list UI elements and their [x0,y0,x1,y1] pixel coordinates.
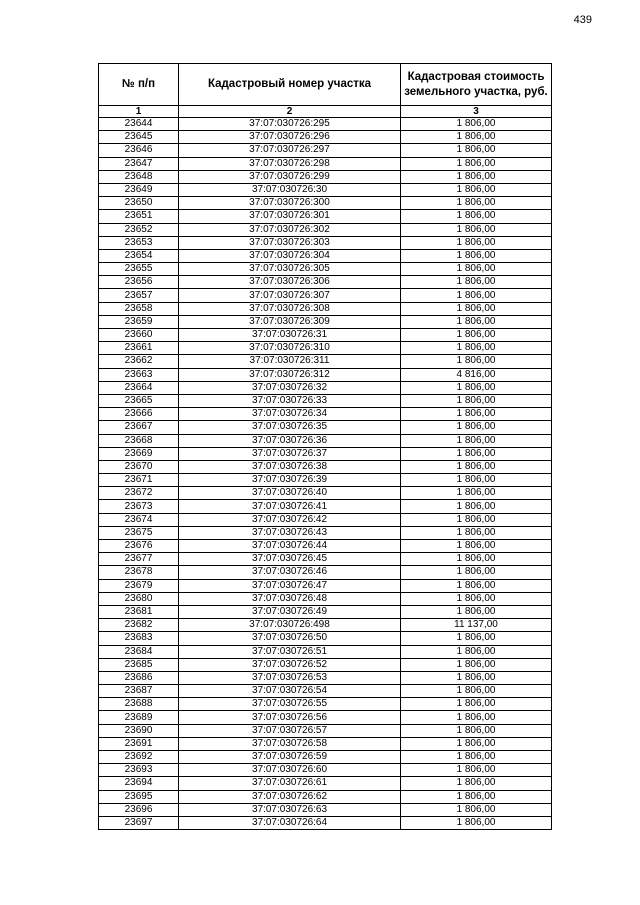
table-row [99,487,552,500]
cadastral-value-cell: 1 806,00 [401,315,552,328]
cadastral-number-cell: 37:07:030726:30 [179,183,401,196]
table-row [99,619,552,632]
row-number-cell: 23686 [99,671,179,684]
table-row [99,737,552,750]
row-number-cell: 23646 [99,144,179,157]
cadastral-value-cell: 1 806,00 [401,249,552,262]
cadastral-number-cell: 37:07:030726:298 [179,157,401,170]
row-number-cell: 23662 [99,355,179,368]
table-row [99,698,552,711]
cadastral-value-cell: 1 806,00 [401,553,552,566]
row-number-cell: 23663 [99,368,179,381]
cadastral-value-cell: 1 806,00 [401,526,552,539]
cadastral-number-cell: 37:07:030726:36 [179,434,401,447]
cadastral-number-cell: 37:07:030726:46 [179,566,401,579]
row-number-cell: 23668 [99,434,179,447]
row-number-cell: 23687 [99,685,179,698]
cadastral-value-cell: 1 806,00 [401,658,552,671]
cadastral-value-cell: 1 806,00 [401,685,552,698]
cadastral-number-cell: 37:07:030726:34 [179,408,401,421]
cadastral-number-cell: 37:07:030726:304 [179,249,401,262]
cadastral-number-cell: 37:07:030726:32 [179,381,401,394]
row-number-cell: 23664 [99,381,179,394]
table-row [99,381,552,394]
row-number-cell: 23692 [99,751,179,764]
table-row [99,131,552,144]
cadastral-value-cell: 1 806,00 [401,236,552,249]
cadastral-number-cell: 37:07:030726:51 [179,645,401,658]
table-row [99,460,552,473]
cadastral-number-cell: 37:07:030726:295 [179,118,401,131]
cadastral-number-cell: 37:07:030726:58 [179,737,401,750]
cadastral-number-cell: 37:07:030726:306 [179,276,401,289]
row-number-cell: 23645 [99,131,179,144]
row-number-cell: 23657 [99,289,179,302]
cadastral-value-cell: 1 806,00 [401,408,552,421]
table-row [99,210,552,223]
cadastral-number-cell: 37:07:030726:57 [179,724,401,737]
cadastral-table [98,63,552,830]
cadastral-number-cell: 37:07:030726:33 [179,394,401,407]
table-row [99,751,552,764]
cadastral-value-cell: 1 806,00 [401,329,552,342]
table-row [99,803,552,816]
row-number-cell: 23667 [99,421,179,434]
cadastral-value-cell: 1 806,00 [401,263,552,276]
cadastral-value-cell: 11 137,00 [401,619,552,632]
cadastral-number-cell: 37:07:030726:296 [179,131,401,144]
header-row [99,64,552,106]
cadastral-value-cell: 1 806,00 [401,566,552,579]
row-number-cell: 23691 [99,737,179,750]
row-number-cell: 23693 [99,764,179,777]
cadastral-number-cell: 37:07:030726:55 [179,698,401,711]
column-number: 2 [179,106,401,118]
cadastral-number-cell: 37:07:030726:59 [179,751,401,764]
cadastral-number-cell: 37:07:030726:498 [179,619,401,632]
row-number-cell: 23694 [99,777,179,790]
cadastral-number-cell: 37:07:030726:50 [179,632,401,645]
cadastral-value-cell: 1 806,00 [401,447,552,460]
cadastral-number-cell: 37:07:030726:61 [179,777,401,790]
cadastral-number-cell: 37:07:030726:41 [179,500,401,513]
row-number-cell: 23671 [99,474,179,487]
row-number-cell: 23655 [99,263,179,276]
cadastral-number-cell: 37:07:030726:301 [179,210,401,223]
table-row [99,329,552,342]
table-row [99,671,552,684]
table-row [99,500,552,513]
row-number-cell: 23669 [99,447,179,460]
table-row [99,223,552,236]
cadastral-value-cell: 1 806,00 [401,790,552,803]
table-row [99,144,552,157]
cadastral-number-cell: 37:07:030726:43 [179,526,401,539]
cadastral-number-cell: 37:07:030726:49 [179,605,401,618]
row-number-cell: 23666 [99,408,179,421]
cadastral-value-cell: 1 806,00 [401,671,552,684]
cadastral-number-cell: 37:07:030726:53 [179,671,401,684]
table-row [99,170,552,183]
column-number: 1 [99,106,179,118]
cadastral-value-cell: 1 806,00 [401,170,552,183]
table-row [99,724,552,737]
row-number-cell: 23676 [99,540,179,553]
cadastral-value-cell: 1 806,00 [401,632,552,645]
table-row [99,408,552,421]
table-row [99,421,552,434]
column-number-row [99,106,552,118]
header-cadastral-number: Кадастровый номер участка [179,64,401,106]
row-number-cell: 23651 [99,210,179,223]
table-row [99,526,552,539]
cadastral-value-cell: 1 806,00 [401,777,552,790]
cadastral-number-cell: 37:07:030726:308 [179,302,401,315]
cadastral-number-cell: 37:07:030726:37 [179,447,401,460]
header-cadastral-value: Кадастровая стоимость земельного участка, руб. [401,64,552,106]
row-number-cell: 23688 [99,698,179,711]
cadastral-number-cell: 37:07:030726:63 [179,803,401,816]
table-row [99,157,552,170]
cadastral-number-cell: 37:07:030726:309 [179,315,401,328]
cadastral-value-cell: 1 806,00 [401,131,552,144]
table-row [99,474,552,487]
cadastral-number-cell: 37:07:030726:39 [179,474,401,487]
cadastral-number-cell: 37:07:030726:44 [179,540,401,553]
cadastral-value-cell: 1 806,00 [401,118,552,131]
table-row [99,263,552,276]
cadastral-number-cell: 37:07:030726:42 [179,513,401,526]
row-number-cell: 23647 [99,157,179,170]
cadastral-value-cell: 1 806,00 [401,144,552,157]
cadastral-value-cell: 1 806,00 [401,487,552,500]
cadastral-number-cell: 37:07:030726:312 [179,368,401,381]
cadastral-number-cell: 37:07:030726:62 [179,790,401,803]
cadastral-value-cell: 1 806,00 [401,803,552,816]
cadastral-value-cell: 1 806,00 [401,197,552,210]
cadastral-value-cell: 1 806,00 [401,698,552,711]
cadastral-value-cell: 1 806,00 [401,342,552,355]
row-number-cell: 23650 [99,197,179,210]
table-row [99,513,552,526]
cadastral-value-cell: 1 806,00 [401,223,552,236]
cadastral-number-cell: 37:07:030726:302 [179,223,401,236]
table-row [99,579,552,592]
cadastral-value-cell: 1 806,00 [401,751,552,764]
cadastral-value-cell: 1 806,00 [401,816,552,829]
cadastral-value-cell: 1 806,00 [401,302,552,315]
cadastral-value-cell: 1 806,00 [401,421,552,434]
row-number-cell: 23690 [99,724,179,737]
table-row [99,764,552,777]
table-row [99,645,552,658]
table-row [99,342,552,355]
cadastral-value-cell: 1 806,00 [401,579,552,592]
table-row [99,236,552,249]
cadastral-value-cell: 1 806,00 [401,355,552,368]
row-number-cell: 23679 [99,579,179,592]
row-number-cell: 23659 [99,315,179,328]
row-number-cell: 23654 [99,249,179,262]
table-row [99,777,552,790]
page-number: 439 [573,14,592,26]
table-row [99,183,552,196]
table-row [99,368,552,381]
cadastral-number-cell: 37:07:030726:48 [179,592,401,605]
row-number-cell: 23670 [99,460,179,473]
row-number-cell: 23656 [99,276,179,289]
table-row [99,685,552,698]
cadastral-value-cell: 1 806,00 [401,289,552,302]
row-number-cell: 23648 [99,170,179,183]
table-row [99,540,552,553]
cadastral-value-cell: 1 806,00 [401,500,552,513]
row-number-cell: 23697 [99,816,179,829]
cadastral-number-cell: 37:07:030726:297 [179,144,401,157]
cadastral-value-cell: 1 806,00 [401,276,552,289]
table-row [99,447,552,460]
cadastral-value-cell: 1 806,00 [401,592,552,605]
cadastral-number-cell: 37:07:030726:307 [179,289,401,302]
row-number-cell: 23649 [99,183,179,196]
row-number-cell: 23683 [99,632,179,645]
cadastral-number-cell: 37:07:030726:47 [179,579,401,592]
cadastral-value-cell: 1 806,00 [401,711,552,724]
row-number-cell: 23677 [99,553,179,566]
cadastral-value-cell: 1 806,00 [401,724,552,737]
cadastral-value-cell: 1 806,00 [401,210,552,223]
cadastral-value-cell: 1 806,00 [401,434,552,447]
cadastral-number-cell: 37:07:030726:40 [179,487,401,500]
table-row [99,289,552,302]
cadastral-number-cell: 37:07:030726:60 [179,764,401,777]
table-row [99,553,552,566]
row-number-cell: 23678 [99,566,179,579]
cadastral-value-cell: 1 806,00 [401,737,552,750]
table-row [99,394,552,407]
cadastral-number-cell: 37:07:030726:54 [179,685,401,698]
row-number-cell: 23675 [99,526,179,539]
table-row [99,816,552,829]
table-row [99,315,552,328]
row-number-cell: 23665 [99,394,179,407]
cadastral-value-cell: 1 806,00 [401,513,552,526]
row-number-cell: 23653 [99,236,179,249]
row-number-cell: 23661 [99,342,179,355]
table-row [99,632,552,645]
cadastral-number-cell: 37:07:030726:303 [179,236,401,249]
cadastral-value-cell: 1 806,00 [401,605,552,618]
cadastral-number-cell: 37:07:030726:38 [179,460,401,473]
row-number-cell: 23652 [99,223,179,236]
cadastral-number-cell: 37:07:030726:31 [179,329,401,342]
row-number-cell: 23673 [99,500,179,513]
cadastral-number-cell: 37:07:030726:45 [179,553,401,566]
table-row [99,790,552,803]
row-number-cell: 23681 [99,605,179,618]
table-row [99,197,552,210]
cadastral-value-cell: 1 806,00 [401,474,552,487]
row-number-cell: 23695 [99,790,179,803]
row-number-cell: 23658 [99,302,179,315]
cadastral-value-cell: 1 806,00 [401,381,552,394]
cadastral-number-cell: 37:07:030726:64 [179,816,401,829]
cadastral-value-cell: 1 806,00 [401,540,552,553]
table-row [99,118,552,131]
row-number-cell: 23682 [99,619,179,632]
table-row [99,302,552,315]
row-number-cell: 23685 [99,658,179,671]
row-number-cell: 23644 [99,118,179,131]
cadastral-number-cell: 37:07:030726:299 [179,170,401,183]
table-row [99,711,552,724]
cadastral-number-cell: 37:07:030726:52 [179,658,401,671]
header-number: № п/п [99,64,179,106]
cadastral-value-cell: 1 806,00 [401,460,552,473]
cadastral-number-cell: 37:07:030726:300 [179,197,401,210]
cadastral-number-cell: 37:07:030726:311 [179,355,401,368]
row-number-cell: 23672 [99,487,179,500]
cadastral-value-cell: 4 816,00 [401,368,552,381]
table-row [99,658,552,671]
cadastral-value-cell: 1 806,00 [401,394,552,407]
column-number: 3 [401,106,552,118]
table-row [99,355,552,368]
row-number-cell: 23696 [99,803,179,816]
cadastral-value-cell: 1 806,00 [401,157,552,170]
table-body [99,118,552,830]
row-number-cell: 23680 [99,592,179,605]
table-row [99,249,552,262]
cadastral-value-cell: 1 806,00 [401,183,552,196]
table-row [99,592,552,605]
cadastral-value-cell: 1 806,00 [401,764,552,777]
cadastral-value-cell: 1 806,00 [401,645,552,658]
cadastral-number-cell: 37:07:030726:305 [179,263,401,276]
table-row [99,434,552,447]
cadastral-number-cell: 37:07:030726:35 [179,421,401,434]
row-number-cell: 23674 [99,513,179,526]
table-row [99,605,552,618]
row-number-cell: 23684 [99,645,179,658]
row-number-cell: 23660 [99,329,179,342]
table-row [99,276,552,289]
cadastral-number-cell: 37:07:030726:310 [179,342,401,355]
cadastral-number-cell: 37:07:030726:56 [179,711,401,724]
table-row [99,566,552,579]
row-number-cell: 23689 [99,711,179,724]
